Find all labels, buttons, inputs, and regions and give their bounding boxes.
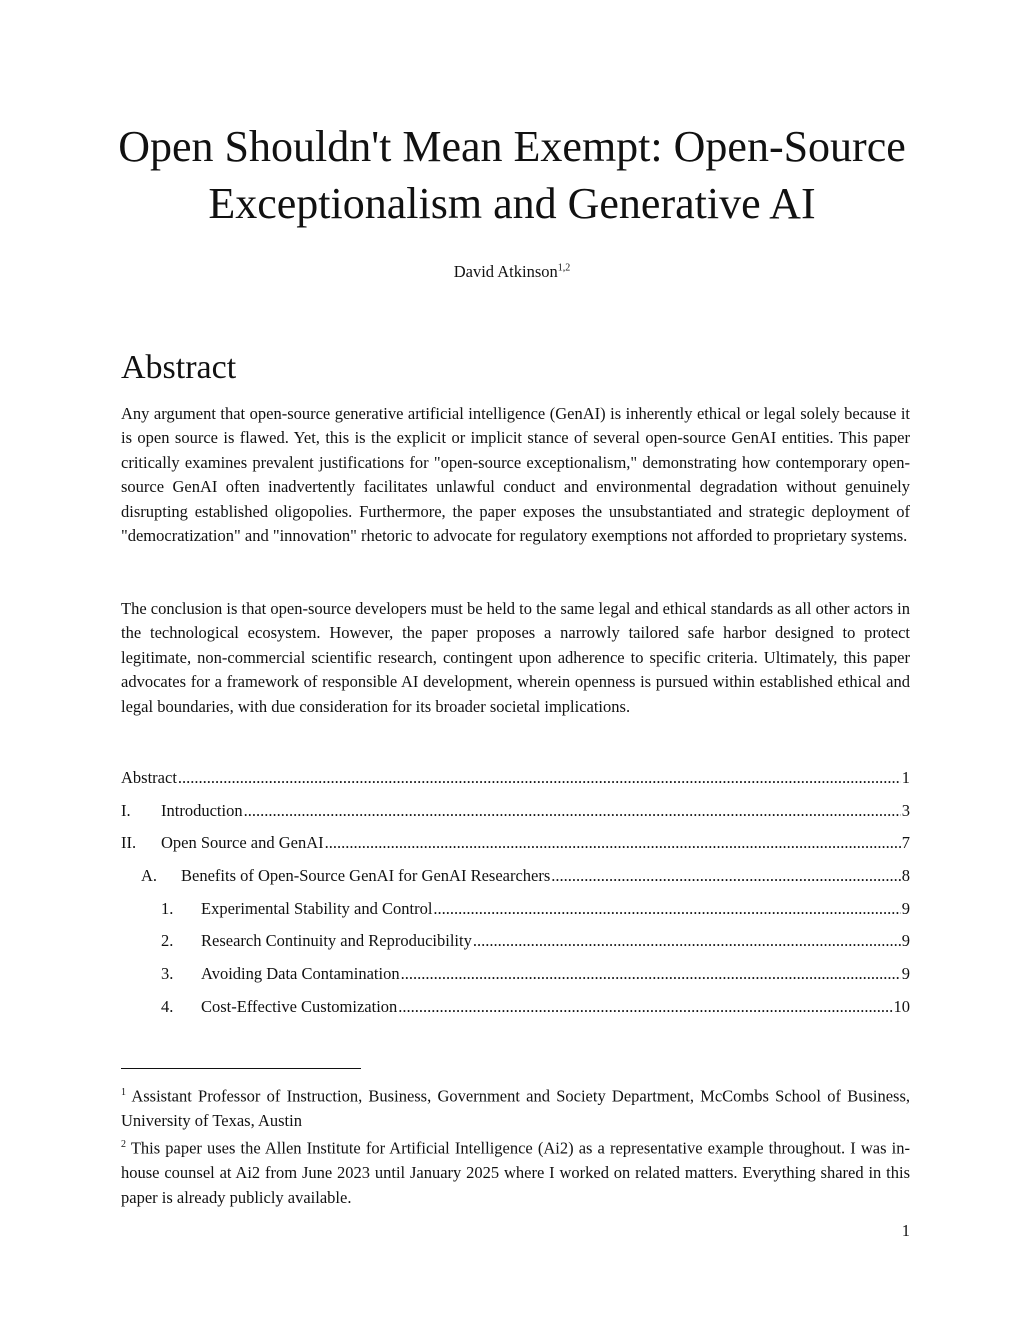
toc-dot-leader — [401, 964, 901, 984]
toc-dot-leader — [178, 768, 901, 788]
toc-entry-label: Cost-Effective Customization — [201, 996, 398, 1016]
toc-entry[interactable] — [121, 768, 910, 801]
toc-entry-page: 9 — [901, 964, 910, 984]
toc-entry-number: I. — [121, 800, 131, 820]
title-line-2: Exceptionalism and Generative AI — [208, 179, 816, 228]
paper-title — [60, 118, 964, 232]
toc-entry-page: 9 — [901, 931, 910, 951]
footnote-text: This paper uses the Allen Institute for Artificial Intelligence (Ai2) as a representative example throughout. I was in-house counsel at Ai2 from June 2023 until January 2025 where I worked on related matters. Everything shared in this paper is already publicly available. — [121, 1138, 910, 1207]
footnote-text: Assistant Professor of Instruction, Business, Government and Society Department, McCombs School of Business, University of Texas, Austin — [121, 1086, 910, 1130]
toc-entry[interactable] — [121, 866, 910, 899]
toc-entry[interactable] — [121, 801, 910, 834]
title-line-1: Open Shouldn't Mean Exempt: Open-Source — [118, 122, 906, 171]
toc-entry-label: Open Source and GenAI — [161, 833, 324, 853]
footnotes — [121, 1081, 910, 1210]
toc-entry-page: 7 — [901, 833, 910, 853]
toc-entry[interactable] — [121, 931, 910, 964]
author-affiliations: 1,2 — [557, 262, 571, 274]
toc-dot-leader — [551, 866, 900, 886]
toc-entry-label: Abstract — [121, 768, 177, 787]
toc-entry-label: Benefits of Open-Source GenAI for GenAI Researchers — [181, 866, 551, 886]
toc-entry-page: 8 — [901, 866, 910, 886]
toc-entry-number: 2. — [161, 931, 174, 951]
toc-dot-leader — [473, 931, 901, 951]
author-name: David Atkinson — [453, 262, 558, 281]
toc-dot-leader — [244, 801, 901, 821]
toc-entry-page: 9 — [901, 898, 910, 918]
abstract-heading: Abstract — [121, 349, 237, 386]
toc-entry-number: II. — [121, 833, 137, 853]
toc-entry-label: Experimental Stability and Control — [201, 898, 433, 918]
toc-entry[interactable] — [121, 899, 910, 932]
footnote-mark: 1 — [121, 1087, 126, 1098]
toc-entry-page: 1 — [901, 768, 910, 787]
abstract-paragraph: The conclusion is that open-source developers must be held to the same legal and ethical standards as all other actors in the technological ecosystem. However, the paper proposes a narrowly tailored safe harbor designed to protect legitimate, non-commercial scientific research, contingent upon adherence to specific criteria. Ultimately, this paper advocates for a framework of responsible AI development, wherein openness is pursued within established ethical and legal boundaries, with due consideration for its broader societal implications. — [121, 599, 911, 716]
toc-entry-number: 1. — [161, 898, 174, 918]
abstract-paragraph: Any argument that open-source generative artificial intelligence (GenAI) is inherently ethical or legal solely because it is open source is flawed. Yet, this is the explicit or implicit stance of several open-source GenAI entities. This paper critically examines prevalent justifications for "open-source exceptionalism," demonstrating how contemporary open-source GenAI often inadvertently facilitates unlawful conduct and environmental degradation without genuinely disrupting established oligopolies. Furthermore, the paper exposes the unsubstantiated and strategic deployment of "democratization" and "innovation" rhetoric to advocate for regulatory exemptions not afforded to proprietary systems. — [121, 404, 910, 546]
footnote-2 — [121, 1133, 910, 1210]
table-of-contents — [121, 768, 910, 1030]
toc-entry-number: A. — [141, 866, 158, 886]
footnote-divider — [121, 1068, 361, 1069]
toc-entry-label: Introduction — [161, 800, 243, 820]
footnote-1 — [121, 1081, 910, 1133]
toc-entry[interactable] — [121, 833, 910, 866]
toc-entry-page: 3 — [901, 800, 910, 820]
toc-entry[interactable] — [121, 964, 910, 997]
toc-entry-label: Avoiding Data Contamination — [201, 964, 400, 984]
author-line — [0, 262, 1024, 282]
toc-entry-label: Research Continuity and Reproducibility — [201, 931, 472, 951]
toc-entry[interactable] — [121, 997, 910, 1030]
toc-entry-number: 4. — [161, 996, 174, 1016]
toc-dot-leader — [433, 899, 900, 919]
toc-dot-leader — [398, 997, 892, 1017]
page-number: 1 — [901, 1221, 910, 1240]
toc-dot-leader — [325, 833, 901, 853]
footnote-mark: 2 — [121, 1139, 126, 1151]
toc-entry-page: 10 — [893, 996, 910, 1016]
toc-entry-number: 3. — [161, 964, 174, 984]
